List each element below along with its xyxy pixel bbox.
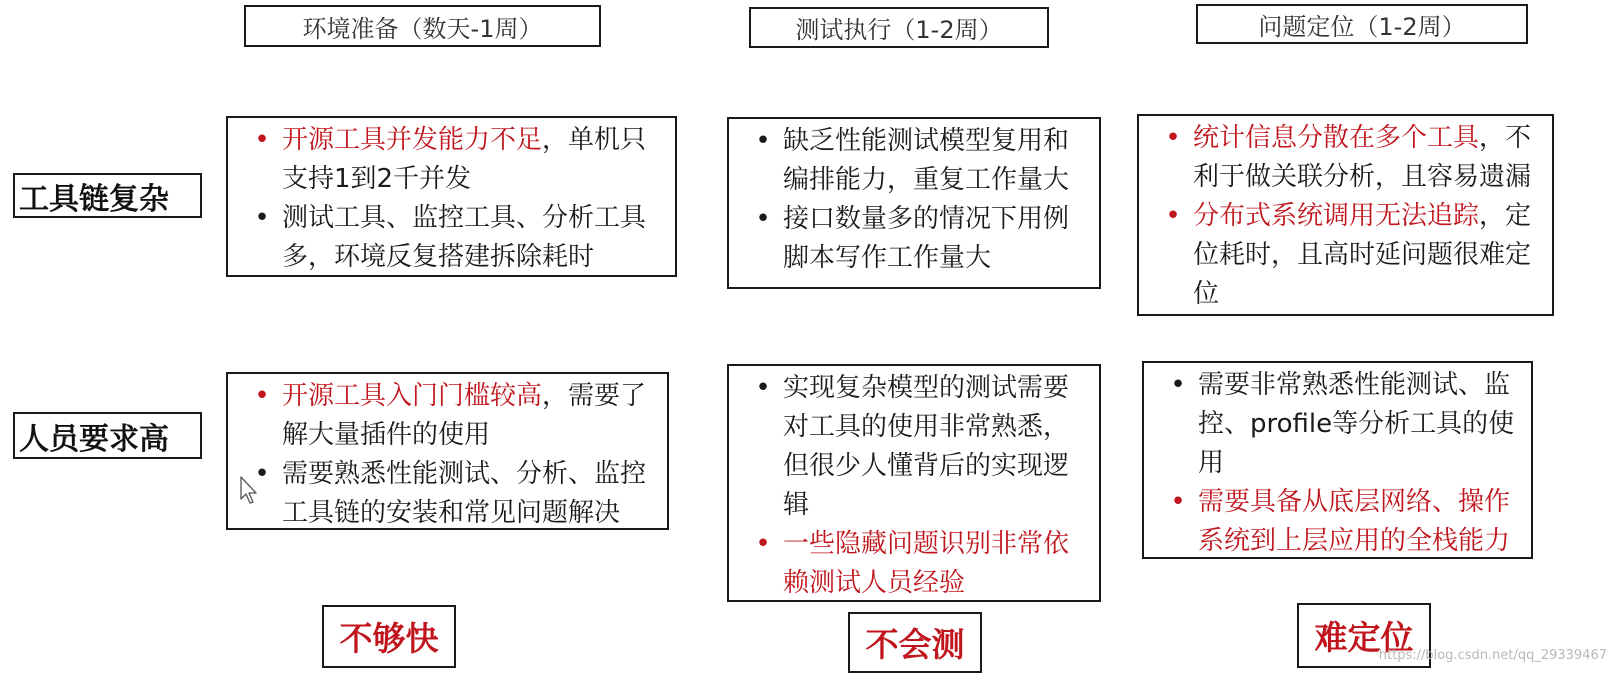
row-label-text: 工具链复杂 xyxy=(19,181,169,217)
cell-bullet-list xyxy=(743,369,1091,603)
body-text: ，需要了解大量插件的使用 xyxy=(282,381,647,450)
bullet-icon: • xyxy=(755,529,771,559)
cell-staff-test-exec xyxy=(727,364,1101,602)
cell-bullet-item xyxy=(1153,197,1544,314)
verdict-label: 不会测 xyxy=(865,625,965,664)
highlight-text: 分布式系统调用无法追踪 xyxy=(1193,201,1480,231)
verdict-label: 难定位 xyxy=(1314,618,1414,657)
bullet-icon: • xyxy=(755,204,771,234)
cell-staff-locate xyxy=(1142,361,1533,559)
cell-bullet-item xyxy=(242,121,667,199)
cell-bullet-item xyxy=(1158,366,1523,483)
cell-bullet-list xyxy=(242,121,667,277)
highlight-text: 开源工具入门门槛较高 xyxy=(282,381,543,411)
verdict-label: 不够快 xyxy=(339,619,439,658)
highlight-text: 开源工具并发能力不足 xyxy=(282,125,543,155)
cell-toolchain-env-prep xyxy=(226,116,677,277)
highlight-text: 统计信息分散在多个工具 xyxy=(1193,123,1480,153)
row-label-staff xyxy=(13,412,202,459)
cell-bullet-item xyxy=(242,455,659,533)
watermark: https://blog.csdn.net/qq_29339467 xyxy=(1378,648,1607,663)
body-text: ，不利于做关联分析，且容易遗漏 xyxy=(1193,123,1532,192)
cell-bullet-item xyxy=(743,122,1091,200)
cell-bullet-item xyxy=(1153,119,1544,197)
phase-header-label: 测试执行（1-2周） xyxy=(795,16,1003,44)
verdict-cannot-test xyxy=(848,612,982,673)
highlight-text: 一些隐藏问题识别非常依赖测试人员经验 xyxy=(783,529,1070,598)
cell-bullet-item xyxy=(242,377,659,455)
phase-header-label: 问题定位（1-2周） xyxy=(1258,12,1466,41)
bullet-icon: • xyxy=(755,126,771,156)
row-label-text: 人员要求高 xyxy=(19,421,169,457)
bullet-icon: • xyxy=(254,203,270,233)
cell-toolchain-test-exec xyxy=(727,117,1101,289)
body-text: 需要非常熟悉性能测试、监控、profile等分析工具的使用 xyxy=(1198,370,1515,478)
verdict-not-fast xyxy=(322,605,456,668)
phase-header-test-exec xyxy=(749,7,1049,48)
highlight-text: 需要具备从底层网络、操作系统到上层应用的全栈能力 xyxy=(1198,487,1511,556)
body-text: ，单机只支持1到2千并发 xyxy=(282,125,647,194)
cell-staff-env-prep xyxy=(226,372,669,530)
cell-bullet-list xyxy=(1153,119,1544,314)
cell-bullet-item xyxy=(743,525,1091,603)
body-text: ，定位耗时，且高时延问题很难定位 xyxy=(1193,201,1532,309)
bullet-icon: • xyxy=(755,373,771,403)
cell-toolchain-locate xyxy=(1137,114,1554,316)
cell-bullet-item xyxy=(1158,483,1523,561)
phase-header-locate xyxy=(1196,4,1528,44)
bullet-icon: • xyxy=(1170,370,1186,400)
body-text: 实现复杂模型的测试需要对工具的使用非常熟悉，但很少人懂背后的实现逻辑 xyxy=(783,373,1070,520)
bullet-icon: • xyxy=(254,381,270,411)
body-text: 缺乏性能测试模型复用和编排能力，重复工作量大 xyxy=(783,126,1070,195)
bullet-icon: • xyxy=(1165,201,1181,231)
phase-header-env-prep xyxy=(244,5,601,47)
bullet-icon: • xyxy=(1165,123,1181,153)
cell-bullet-item xyxy=(242,199,667,277)
row-label-toolchain xyxy=(13,173,202,218)
bullet-icon: • xyxy=(254,125,270,155)
cell-bullet-list xyxy=(743,122,1091,278)
body-text: 需要熟悉性能测试、分析、监控工具链的安装和常见问题解决 xyxy=(282,459,647,528)
cell-bullet-list xyxy=(242,377,659,533)
bullet-icon: • xyxy=(1170,487,1186,517)
body-text: 接口数量多的情况下用例脚本写作工作量大 xyxy=(783,204,1070,273)
cell-bullet-item xyxy=(743,369,1091,525)
body-text: 测试工具、监控工具、分析工具多，环境反复搭建拆除耗时 xyxy=(282,203,647,272)
phase-header-label: 环境准备（数天-1周） xyxy=(302,14,543,43)
mouse-pointer-icon xyxy=(240,476,260,506)
bullet-icon: • xyxy=(254,459,270,489)
cell-bullet-list xyxy=(1158,366,1523,561)
cell-bullet-item xyxy=(743,200,1091,278)
